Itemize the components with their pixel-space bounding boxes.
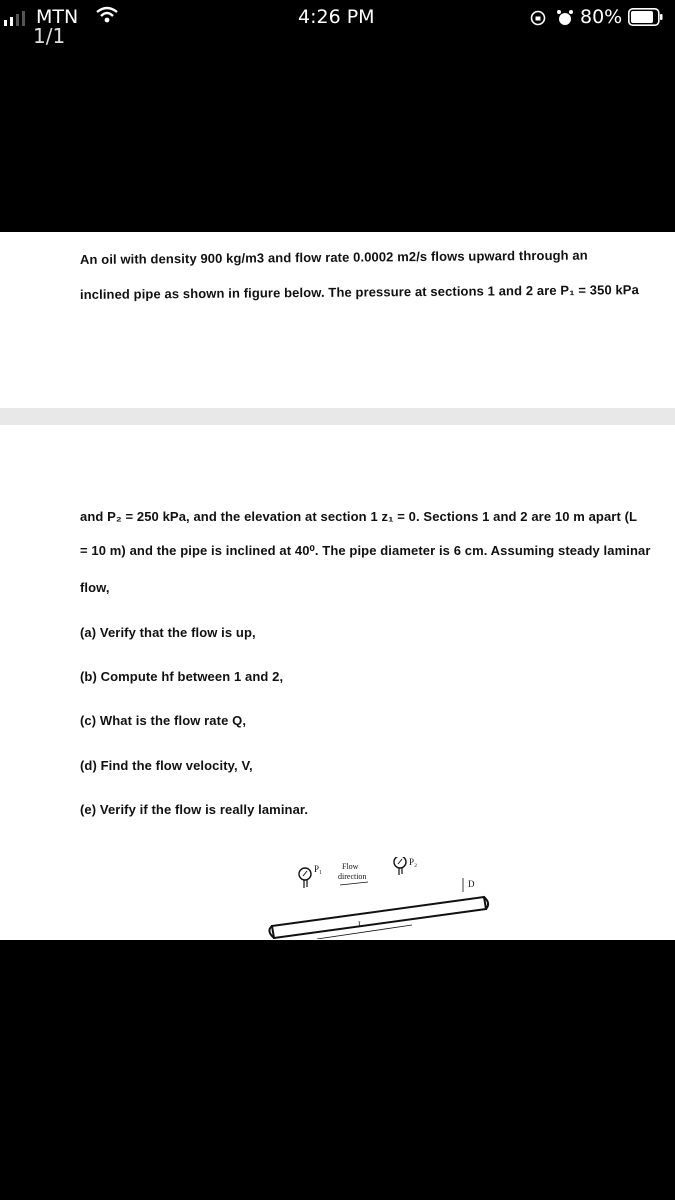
battery-icon xyxy=(628,8,663,26)
paragraph-line-3: and P₂ = 250 kPa, and the elevation at section 1 z₁ = 0. Sections 1 and 2 are 10 m apart (L xyxy=(80,509,638,524)
pressure-gauge-1 xyxy=(299,868,311,888)
question-a: (a) Verify that the flow is up, xyxy=(80,625,256,640)
pipe xyxy=(269,897,488,938)
label-diameter: D xyxy=(468,879,475,889)
label-p2: P₂ xyxy=(409,857,418,867)
question-b: (b) Compute hf between 1 and 2, xyxy=(80,669,284,684)
paragraph-line-5: flow, xyxy=(80,580,110,595)
battery-percentage: 80% xyxy=(580,6,623,28)
pressure-gauge-2 xyxy=(394,857,406,875)
page-gap xyxy=(0,408,675,425)
question-c: (c) What is the flow rate Q, xyxy=(80,713,247,728)
inclined-pipe-figure xyxy=(262,857,492,939)
clock: 4:26 PM xyxy=(298,6,375,28)
paragraph-line-2: inclined pipe as shown in figure below. The pressure at sections 1 and 2 are P₁ = 350 kPa xyxy=(79,282,639,302)
alarm-icon xyxy=(556,9,574,27)
signal-strength-icon xyxy=(4,10,34,26)
status-bar xyxy=(0,0,675,60)
question-d: (d) Find the flow velocity, V, xyxy=(80,758,253,773)
label-length: L xyxy=(358,920,363,929)
document-page-bottom xyxy=(0,425,675,940)
document-page-top xyxy=(0,232,675,408)
paragraph-line-4: = 10 m) and the pipe is inclined at 40⁰. The pipe diameter is 6 cm. Assuming steady laminar xyxy=(80,543,651,558)
flow-arrow xyxy=(340,882,368,885)
question-e: (e) Verify if the flow is really laminar. xyxy=(80,802,309,817)
label-direction: direction xyxy=(338,872,367,881)
carrier-name: MTN xyxy=(36,6,79,28)
label-p1: P₁ xyxy=(314,864,323,874)
paragraph-line-1: An oil with density 900 kg/m3 and flow rate 0.0002 m2/s flows upward through an xyxy=(79,247,588,267)
rotation-lock-icon xyxy=(530,10,546,26)
page-counter: 1/1 xyxy=(33,24,66,48)
wifi-icon xyxy=(96,6,118,24)
label-flow: Flow xyxy=(342,862,359,871)
